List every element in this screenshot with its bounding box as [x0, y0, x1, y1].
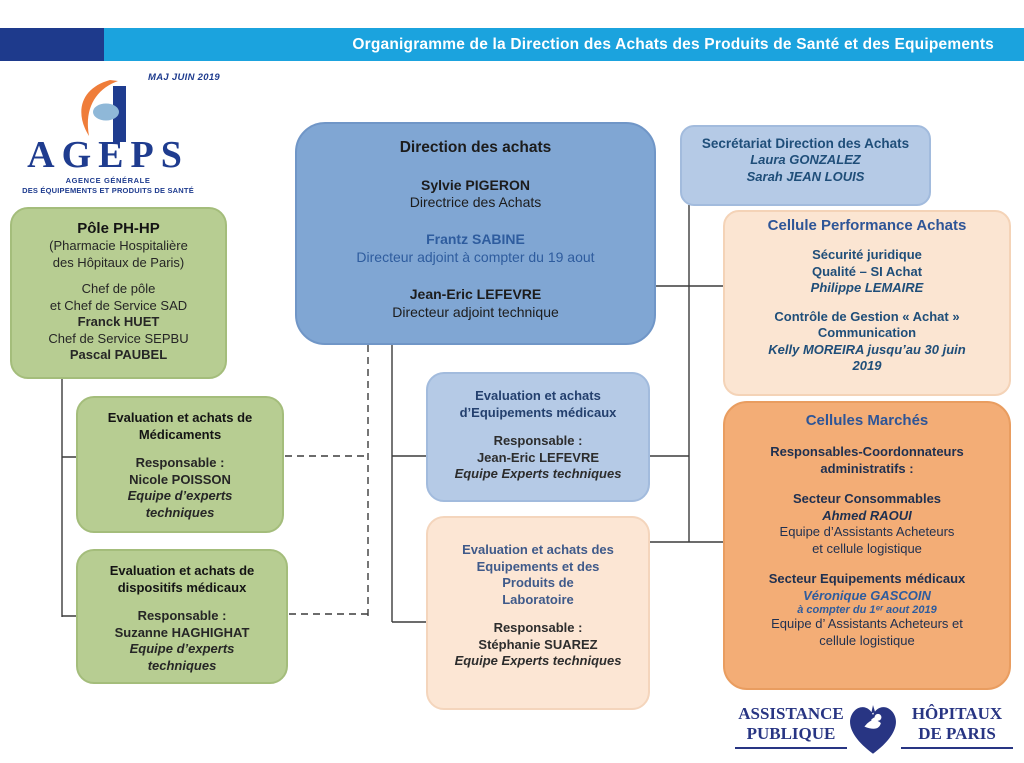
- ageps-caption-2: DES ÉQUIPEMENTS ET PRODUITS DE SANTÉ: [22, 186, 194, 195]
- text-line: [729, 235, 1005, 247]
- text-line: techniques: [145, 504, 215, 520]
- text-line: Cellule Performance Achats: [767, 217, 967, 234]
- text-line: Equipe d’experts: [127, 488, 233, 503]
- text-line: Ahmed RAOUI: [822, 507, 912, 523]
- ageps-wordmark: AGEPS: [27, 134, 189, 176]
- aphp-logo: [735, 698, 1013, 760]
- text-line: Jean-Eric LEFEVRE: [476, 449, 600, 465]
- text-line: [729, 297, 1005, 309]
- text-line: [729, 430, 1005, 444]
- aphp-de-paris: DE PARIS: [918, 723, 996, 743]
- text-line: Responsable :: [137, 608, 227, 623]
- aphp-publique: PUBLIQUE: [746, 723, 836, 743]
- text-line: techniques: [147, 657, 217, 673]
- node-evaluation-achats-dispositifs-medicaux: [76, 549, 288, 684]
- text-line: [301, 158, 650, 177]
- text-line: et cellule logistique: [812, 540, 922, 556]
- text-line: Directeur adjoint à compter du 19 aout: [356, 248, 595, 265]
- node-secretariat-direction-achats: [680, 125, 931, 206]
- text-line: Communication: [817, 325, 917, 341]
- text-line: dispositifs médicaux: [117, 579, 247, 595]
- text-line: Responsable :: [135, 455, 225, 470]
- node-cellule-performance-achats: [723, 210, 1011, 396]
- direction-right-line: [650, 205, 723, 542]
- text-line: Philippe LEMAIRE: [810, 280, 924, 296]
- text-line: Chef de pôle: [81, 281, 156, 297]
- text-line: Equipe Experts techniques: [454, 653, 622, 668]
- aphp-left-text: [735, 704, 847, 749]
- text-line: Responsable :: [493, 620, 583, 635]
- text-line: 2019: [852, 358, 882, 374]
- header-bar: [0, 28, 1024, 61]
- text-line: Evaluation et achats de: [107, 410, 253, 425]
- update-date-note: MAJ JUIN 2019: [148, 72, 221, 83]
- text-line: Produits de: [502, 575, 574, 590]
- page-title: Organigramme de la Direction des Achats des Produits de Santé et des Equipements: [352, 35, 994, 53]
- text-line: Pôle PH-HP: [77, 220, 160, 237]
- text-line: Jean-Eric LEFEVRE: [409, 285, 542, 302]
- text-line: Equipe d’experts: [129, 641, 235, 656]
- text-line: Evaluation et achats des: [462, 542, 614, 557]
- text-line: Cellules Marchés: [805, 412, 929, 429]
- text-line: d’Equipements médicaux: [459, 404, 617, 420]
- text-line: Directeur adjoint technique: [392, 303, 559, 320]
- text-line: Equipe d’ Assistants Acheteurs et: [771, 616, 963, 632]
- aphp-right-text: [901, 704, 1013, 749]
- text-line: Stéphanie SUAREZ: [478, 636, 598, 652]
- text-line: Suzanne HAGHIGHAT: [114, 624, 250, 640]
- text-line: Véronique GASCOIN: [803, 587, 931, 603]
- node-evaluation-achats-equipements-medicaux: [426, 372, 650, 502]
- text-line: Laboratoire: [502, 591, 574, 607]
- text-line: à compter du 1ᵉʳ aout 2019: [797, 604, 937, 617]
- text-line: [301, 267, 650, 286]
- text-line: Kelly MOREIRA jusqu’au 30 juin: [768, 341, 966, 357]
- node-direction-des-achats: [295, 122, 656, 345]
- text-line: cellule logistique: [819, 632, 915, 648]
- text-line: Direction des achats: [399, 139, 552, 156]
- text-line: [301, 212, 650, 231]
- text-line: Evaluation et achats de: [109, 563, 255, 578]
- text-line: Equipe d’Assistants Acheteurs: [779, 524, 955, 540]
- text-line: Contrôle de Gestion « Achat »: [774, 308, 960, 324]
- text-line: [432, 608, 644, 620]
- text-line: Evaluation et achats: [475, 388, 601, 403]
- text-line: Responsables-Coordonnateurs: [770, 444, 964, 460]
- text-line: Secteur Equipements médicaux: [768, 571, 966, 587]
- text-line: [82, 443, 278, 455]
- text-line: Laura GONZALEZ: [750, 152, 861, 168]
- node-cellules-marches: [723, 401, 1011, 690]
- text-line: Chef de Service SEPBU: [48, 330, 189, 346]
- text-line: [729, 557, 1005, 571]
- text-line: Responsable :: [493, 433, 583, 448]
- direction-left-solid-line: [392, 345, 428, 622]
- ageps-caption-1: AGENCE GÉNÉRALE: [65, 176, 151, 185]
- text-line: [16, 271, 221, 281]
- text-line: Sécurité juridique: [812, 247, 922, 263]
- text-line: Equipe Experts techniques: [454, 466, 622, 481]
- direction-dashed-line: [285, 345, 368, 616]
- text-line: administratifs :: [820, 460, 914, 476]
- node-pole-ph-hp: [10, 207, 227, 379]
- text-line: Nicole POISSON: [129, 471, 231, 487]
- text-line: Médicaments: [138, 426, 222, 442]
- aphp-assistance: ASSISTANCE: [738, 704, 844, 723]
- aphp-hopitaux: HÔPITAUX: [911, 704, 1003, 723]
- text-line: des Hôpitaux de Paris): [52, 254, 185, 270]
- bird-glyph-icon: [871, 705, 875, 713]
- text-line: Directrice des Achats: [409, 194, 542, 211]
- text-line: [82, 596, 282, 608]
- text-line: Sylvie PIGERON: [421, 176, 530, 193]
- text-line: Secteur Consommables: [792, 491, 942, 507]
- text-line: Franck HUET: [77, 314, 160, 330]
- text-line: [432, 421, 644, 433]
- node-evaluation-achats-medicaments: [76, 396, 284, 533]
- text-line: Equipements et des: [476, 558, 600, 574]
- text-line: Frantz SABINE: [426, 231, 525, 248]
- header-accent-block: [0, 28, 104, 61]
- ageps-logo: [8, 68, 258, 200]
- aphp-heart-icon: [841, 698, 905, 758]
- blue-ellipse-icon: [93, 104, 119, 121]
- text-line: (Pharmacie Hospitalière: [49, 238, 188, 254]
- heart-shape-icon: [850, 707, 896, 754]
- text-line: Secrétariat Direction des Achats: [701, 136, 910, 151]
- text-line: Pascal PAUBEL: [69, 347, 168, 363]
- text-line: Qualité – SI Achat: [811, 263, 923, 279]
- node-evaluation-achats-produits-laboratoire: [426, 516, 650, 710]
- text-line: [729, 477, 1005, 491]
- text-line: Sarah JEAN LOUIS: [746, 168, 865, 184]
- text-line: et Chef de Service SAD: [49, 297, 188, 313]
